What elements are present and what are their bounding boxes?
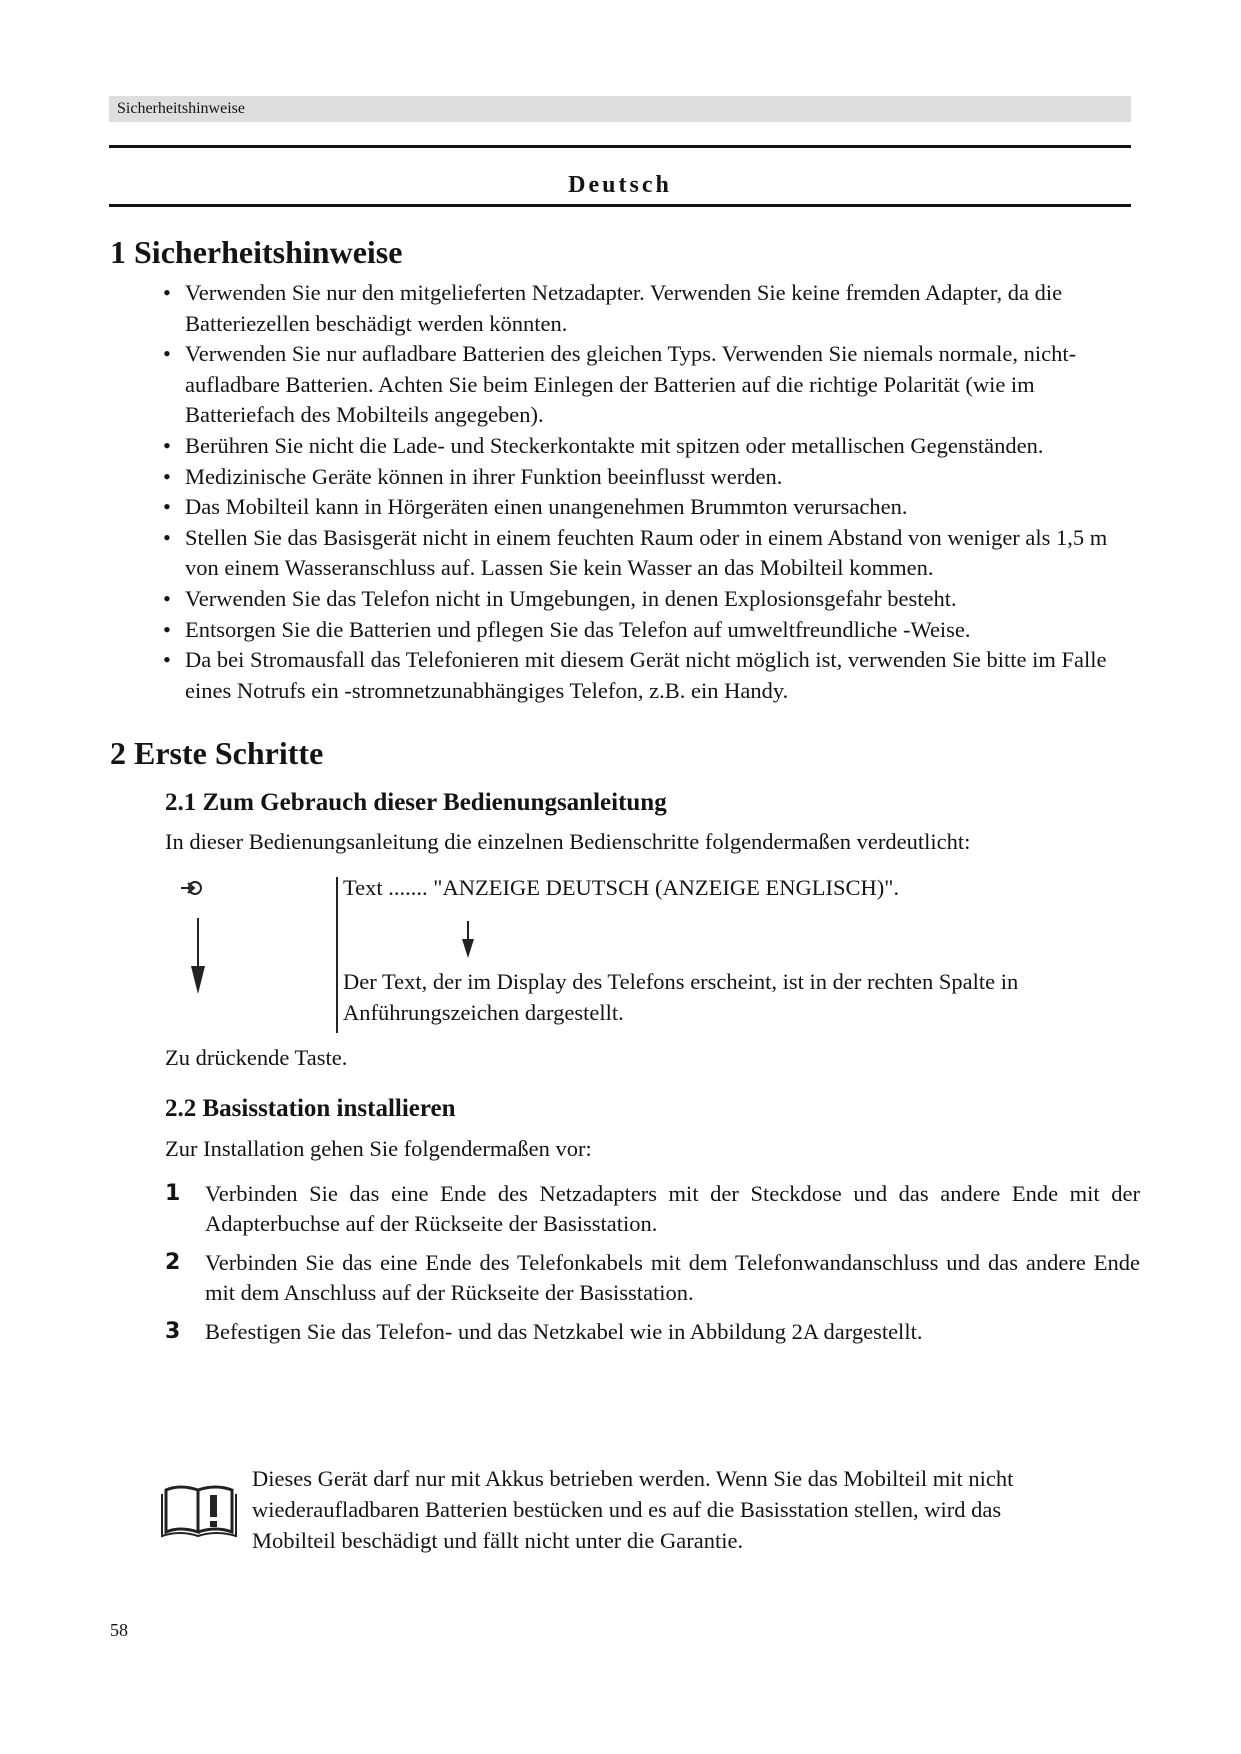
list-item: • Medizinische Geräte können in ihrer Funktion beeinflusst werden. [163, 462, 1143, 493]
list-item: • Verwenden Sie nur den mitgelieferten Netzadapter. Verwenden Sie keine fremden Adapter, da die Batteriezellen beschädigt werden könnten. [163, 278, 1143, 339]
step-text: Befestigen Sie das Telefon- und das Netzkabel wie in Abbildung 2A dargestellt. [205, 1319, 923, 1344]
language-title: Deutsch [568, 172, 672, 198]
step-text: Verbinden Sie das eine Ende des Telefonkabels mit dem Telefonwandanschluss und das andere Ende mit dem Anschluss auf der Rückseite der Basisstation. [205, 1250, 1140, 1305]
section1-heading: 1 Sicherheitshinweise [110, 234, 403, 270]
step-number: 3 [165, 1319, 181, 1344]
installation-steps [165, 1179, 1140, 1356]
legend-divider [336, 877, 338, 1033]
display-example: Text ....... "ANZEIGE DEUTSCH (ANZEIGE ENGLISCH)". [343, 875, 900, 900]
list-item: • Verwenden Sie das Telefon nicht in Umgebungen, in denen Explosionsgefahr besteht. [163, 584, 1143, 615]
menu-pointer-icon [178, 876, 208, 900]
battery-warning-note: Dieses Gerät darf nur mit Akkus betrieben werden. Wenn Sie das Mobilteil mit nicht wiederaufladbaren Batterien bestücken und es auf die Basisstation stellen, wird das Mobilteil beschädigt und fällt nicht unter die Garantie. [252, 1466, 1014, 1553]
down-arrow-icon [186, 918, 210, 996]
list-item: • Berühren Sie nicht die Lade- und Steckerkontakte mit spitzen oder metallischen Gegenständen. [163, 431, 1143, 462]
display-explanation: Der Text, der im Display des Telefons erscheint, ist in der rechten Spalte in Anführungszeichen dargestellt. [343, 969, 1019, 1025]
safety-list [163, 278, 1143, 706]
page-number: 58 [110, 1620, 128, 1640]
list-item: • Verwenden Sie nur aufladbare Batterien des gleichen Typs. Verwenden Sie niemals normale, nicht-aufladbare Batterien. Achten Sie beim Einlegen der Batterien auf die richtige Polarität (wie im Batteriefach des Mobilteils angegeben). [163, 339, 1143, 431]
list-item [165, 1317, 1140, 1347]
key-note: Zu drückende Taste. [165, 1045, 348, 1070]
running-header: Sicherheitshinweise [109, 96, 1131, 122]
warning-book-icon [160, 1480, 238, 1540]
list-item: • Stellen Sie das Basisgerät nicht in einem feuchten Raum oder in einem Abstand von weniger als 1,5 m von einem Wasseranschluss auf. Lassen Sie kein Wasser an das Mobilteil kommen. [163, 523, 1143, 584]
list-item [165, 1179, 1140, 1239]
list-item: • Das Mobilteil kann in Hörgeräten einen unangenehmen Brummton verursachen. [163, 492, 1143, 523]
subsection-2-2-intro: Zur Installation gehen Sie folgendermaßen vor: [165, 1136, 592, 1161]
step-text: Verbinden Sie das eine Ende des Netzadapters mit der Steckdose und das andere Ende mit der Adapterbuchse auf der Rückseite der Basisstation. [205, 1181, 1140, 1236]
list-item: • Entsorgen Sie die Batterien und pflegen Sie das Telefon auf umweltfreundliche -Weise. [163, 615, 1143, 646]
list-item: • Da bei Stromausfall das Telefonieren mit diesem Gerät nicht möglich ist, verwenden Sie bitte im Falle eines Notrufs ein -stromnetzunabhängiges Telefon, z.B. ein Handy. [163, 645, 1143, 706]
list-item [165, 1248, 1140, 1308]
header-rule-top [109, 145, 1131, 148]
down-arrow-small-icon [458, 921, 478, 959]
header-rule-bottom [109, 204, 1131, 207]
step-number: 2 [165, 1250, 181, 1275]
subsection-2-2-heading: 2.2 Basisstation installieren [165, 1095, 456, 1122]
subsection-2-1-heading: 2.1 Zum Gebrauch dieser Bedienungsanleitung [165, 789, 667, 816]
step-number: 1 [165, 1181, 181, 1206]
section2-heading: 2 Erste Schritte [110, 735, 324, 771]
subsection-2-1-intro: In dieser Bedienungsanleitung die einzelnen Bedienschritte folgendermaßen verdeutlicht: [165, 829, 971, 854]
